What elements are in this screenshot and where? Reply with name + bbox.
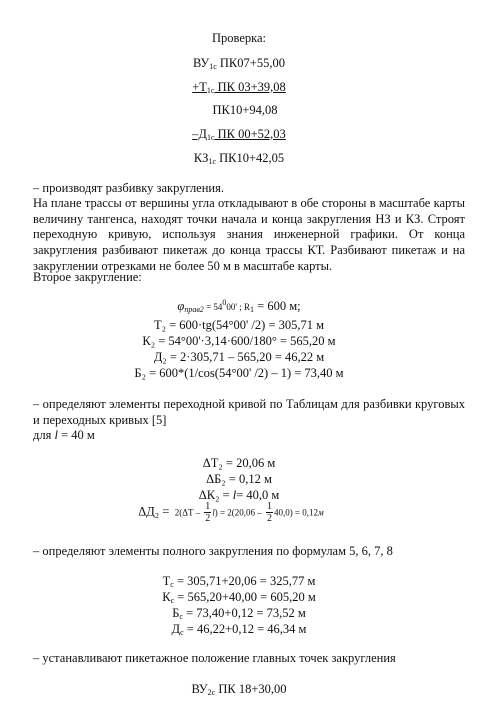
check-vu-line: $ВУ_{1с}$ ПК07+55,00 (193, 56, 285, 71)
delta-t-line: ΔТ₂ = 20,06 м (202, 456, 276, 470)
delta-b-line: ΔБ₂ = 0,12 м (206, 472, 272, 486)
paragraph-stations: – устанавливают пикетажное положение главных точек закругления (33, 651, 396, 665)
fraction-half-1: $\frac{1}{2}$ (205, 501, 211, 524)
paragraph-layout: – производят разбивку закругления. (33, 181, 224, 195)
formula-b2: Б₂ = 600*(1/cos(54°00' /2) – 1) = 73,40 м (134, 366, 344, 380)
full-b-line: $Б_с = 73,40+0,12 = 73,52$ м (172, 606, 306, 621)
full-k-line: $К_с = 565,20+40,00 = 605,20$ м (162, 590, 316, 605)
full-t-line: $Т_с = 305,71+20,06 = 325,77$ м (162, 574, 316, 589)
paragraph-transition-curve: – определяют элементы переходной кривой по Таблицам для разбивки круговых и переходных кривых [5] (33, 397, 465, 427)
delta-k-line: ΔК₂ = l= 40,0 м (198, 488, 280, 502)
formula-d2: Д₂ = 2·305,71 – 565,20 = 46,22 м (153, 350, 325, 364)
second-curve-heading: Второе закругление: (33, 270, 142, 284)
check-kz-line: $КЗ_{1с}$ ПК10+42,05 (193, 151, 285, 166)
check-d-line: $-Д_{1с}$ ПК 00+52,03 (192, 127, 286, 142)
check-t-line: $+Т_{1с}$ ПК 03+39,08 (192, 80, 286, 95)
formula-k2: К₂ = 54°00'·3,14·600/180° = 565,20 м (142, 334, 336, 348)
paragraph-full-curve: – определяют элементы полного закругления по формулам 5, 6, 7, 8 (33, 544, 393, 558)
check-title: Проверка: (211, 31, 267, 45)
check-pk-line: ПК10+94,08 (212, 103, 278, 117)
formula-t2: Т₂ = 600·tg(54°00' /2) = 305,71 м (153, 318, 325, 332)
angle-radius-line: $\varphi_{прав2} = 54^000'$ ; $R_1 = 600$ м; (177, 298, 301, 314)
vu2-line: $ВУ_{2с}$ ПК 18+30,00 (191, 682, 287, 697)
full-d-line: $Д_с = 46,22+0,12 = 46,34$ м (171, 622, 307, 637)
delta-d-formula: ΔД₂ = 2(ΔT – $\frac{1}{2}$ l) = 2(20,06 – $\frac{1}{2}$ 40,0) = 0,12м (138, 501, 324, 524)
fraction-half-2: $\frac{1}{2}$ (266, 501, 272, 524)
paragraph-plan: На плане трассы от вершины угла откладывают в обе стороны в масштабе карты величину тангенса, находят точки начала и конца закругления НЗ и КЗ. Строят переходную кривую, используя знания инженерной графики. От конца закругления разбивают пикетаж до конца трассы КТ. Разбивают пикетаж и на закруглении отрезками не более 50 м в масштабе карты. (33, 196, 465, 273)
length-line: для l = 40 м (33, 428, 95, 442)
